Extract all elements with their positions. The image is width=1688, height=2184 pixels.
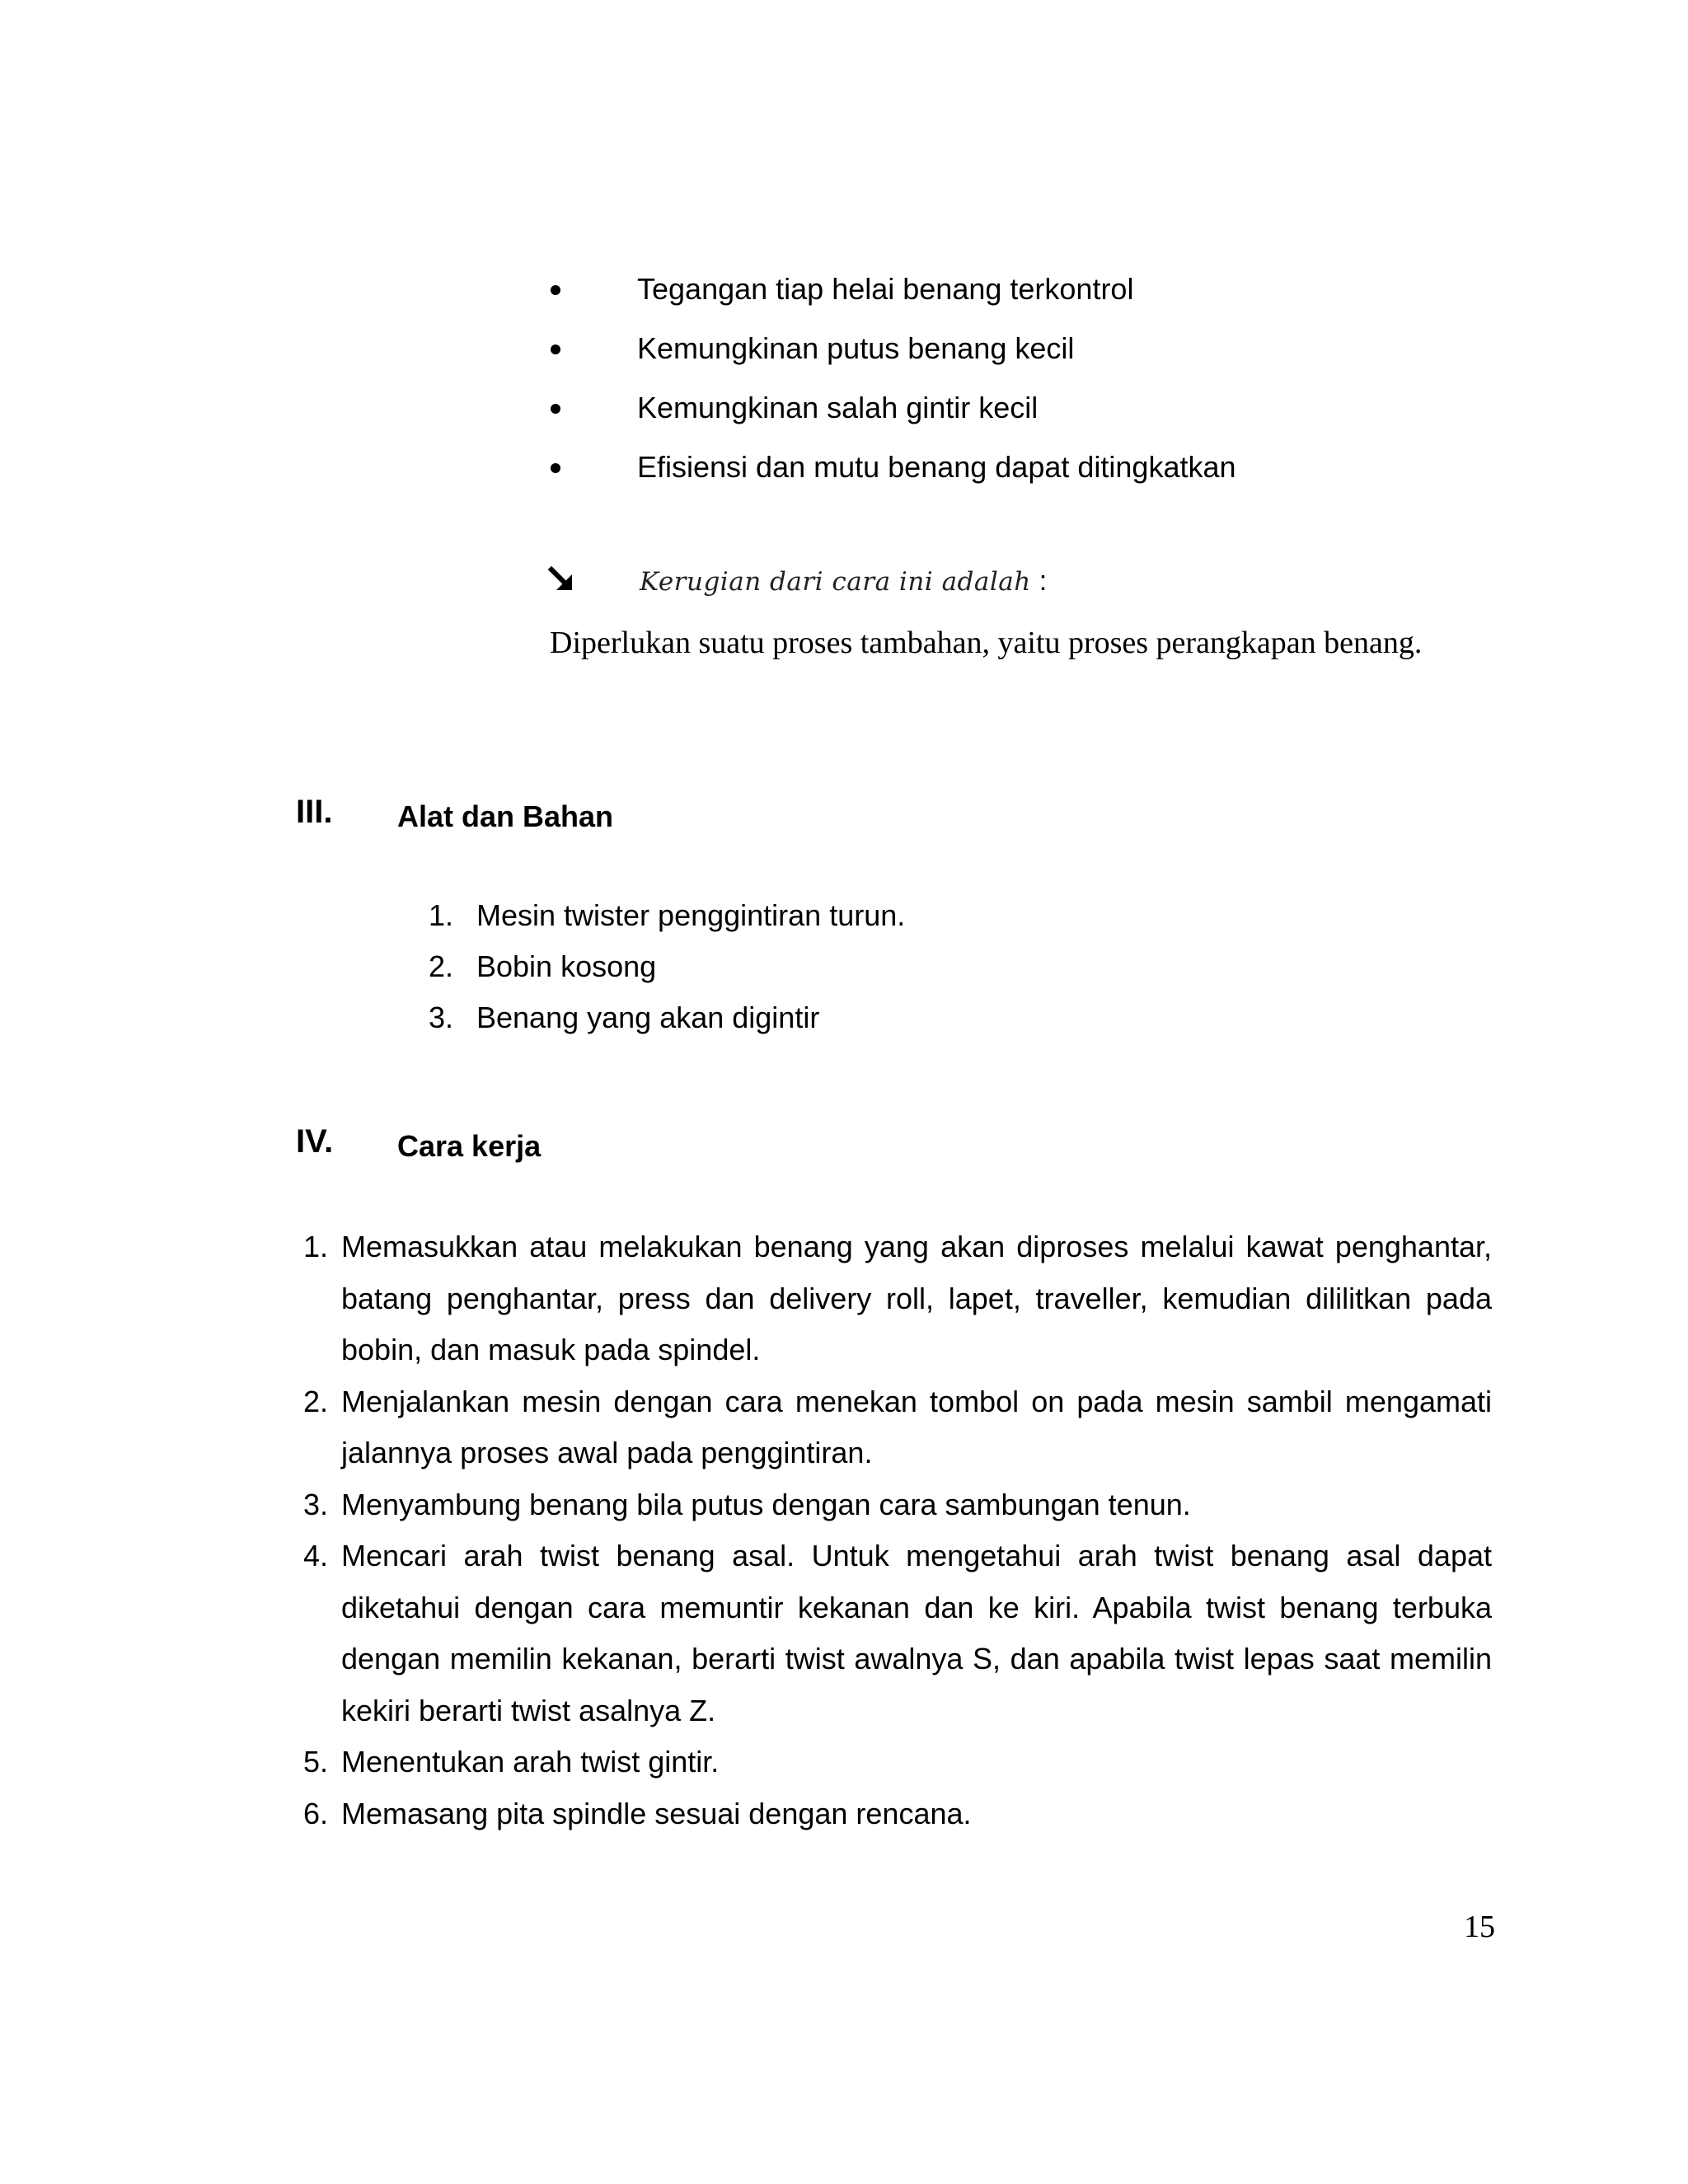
kerugian-text: Diperlukan suatu proses tambahan, yaitu proses perangkapan benang. bbox=[550, 626, 1423, 660]
list-item-number: 3. bbox=[303, 1487, 329, 1521]
list-item-number: 3. bbox=[429, 1001, 454, 1034]
list-item bbox=[546, 387, 1535, 446]
advantages-list bbox=[546, 268, 1535, 505]
list-item-text: Mesin twister penggintiran turun. bbox=[476, 898, 906, 932]
list-item-text: Menjalankan mesin dengan cara menekan tombol on pada mesin sambil mengamati jalannya proses awal pada penggintiran. bbox=[341, 1384, 1492, 1469]
tools-list bbox=[422, 894, 905, 1047]
bullet-icon bbox=[551, 344, 560, 354]
bullet-icon bbox=[551, 285, 560, 295]
steps-list bbox=[298, 1221, 1492, 1840]
section-title: Cara kerja bbox=[397, 1129, 542, 1163]
list-item-text: Bobin kosong bbox=[476, 949, 657, 983]
list-item-text: Mencari arah twist benang asal. Untuk mengetahui arah twist benang asal dapat diketahui dengan cara memuntir kekanan dan ke kiri. Apabila twist benang terbuka dengan memilin kekanan, berarti twist awalnya S, dan apabila twist lepas saat memilin kekiri berarti twist asalnya Z. bbox=[341, 1539, 1492, 1727]
list-item-number: 4. bbox=[303, 1539, 329, 1572]
section-title: Alat dan Bahan bbox=[397, 799, 614, 833]
list-item bbox=[298, 1376, 1492, 1479]
list-item-text: Benang yang akan digintir bbox=[476, 1001, 820, 1034]
list-item-text: Menentukan arah twist gintir. bbox=[341, 1745, 720, 1779]
list-item bbox=[298, 1530, 1492, 1736]
list-item bbox=[422, 996, 905, 1047]
list-item-text: Kemungkinan putus benang kecil bbox=[637, 331, 1075, 365]
bullet-icon bbox=[551, 404, 560, 414]
list-item bbox=[546, 268, 1535, 327]
list-item-number: 2. bbox=[303, 1384, 329, 1418]
section-number: IV. bbox=[296, 1123, 334, 1160]
list-item bbox=[546, 446, 1535, 505]
list-item bbox=[422, 945, 905, 996]
list-item bbox=[546, 327, 1535, 387]
list-item-number: 1. bbox=[303, 1230, 329, 1263]
list-item bbox=[298, 1479, 1492, 1531]
section-number: III. bbox=[296, 794, 333, 830]
list-item-text: Memasang pita spindle sesuai dengan rencana. bbox=[341, 1796, 972, 1830]
list-item-number: 2. bbox=[429, 949, 454, 983]
kerugian-label-text: Kerugian dari cara ini adalah bbox=[640, 567, 1031, 597]
list-item-text: Tegangan tiap helai benang terkontrol bbox=[637, 272, 1134, 306]
bullet-icon bbox=[551, 463, 560, 473]
list-item bbox=[298, 1221, 1492, 1376]
list-item bbox=[422, 894, 905, 945]
list-item bbox=[298, 1788, 1492, 1840]
kerugian-label bbox=[640, 556, 1048, 607]
kerugian-colon: : bbox=[1039, 565, 1048, 597]
list-item-text: Efisiensi dan mutu benang dapat ditingkatkan bbox=[637, 450, 1236, 484]
list-item-number: 6. bbox=[303, 1796, 329, 1830]
arrow-down-right-icon bbox=[548, 566, 574, 593]
list-item-text: Kemungkinan salah gintir kecil bbox=[637, 391, 1039, 424]
list-item-text: Menyambung benang bila putus dengan cara sambungan tenun. bbox=[341, 1487, 1191, 1521]
list-item-number: 5. bbox=[303, 1745, 329, 1779]
list-item-number: 1. bbox=[429, 898, 454, 932]
list-item-text: Memasukkan atau melakukan benang yang akan diproses melalui kawat penghantar, batang penghantar, press dan delivery roll, lapet, traveller, kemudian dililitkan pada bobin, dan masuk pada spindel. bbox=[341, 1230, 1492, 1366]
page-number: 15 bbox=[1464, 1910, 1495, 1944]
list-item bbox=[298, 1736, 1492, 1788]
